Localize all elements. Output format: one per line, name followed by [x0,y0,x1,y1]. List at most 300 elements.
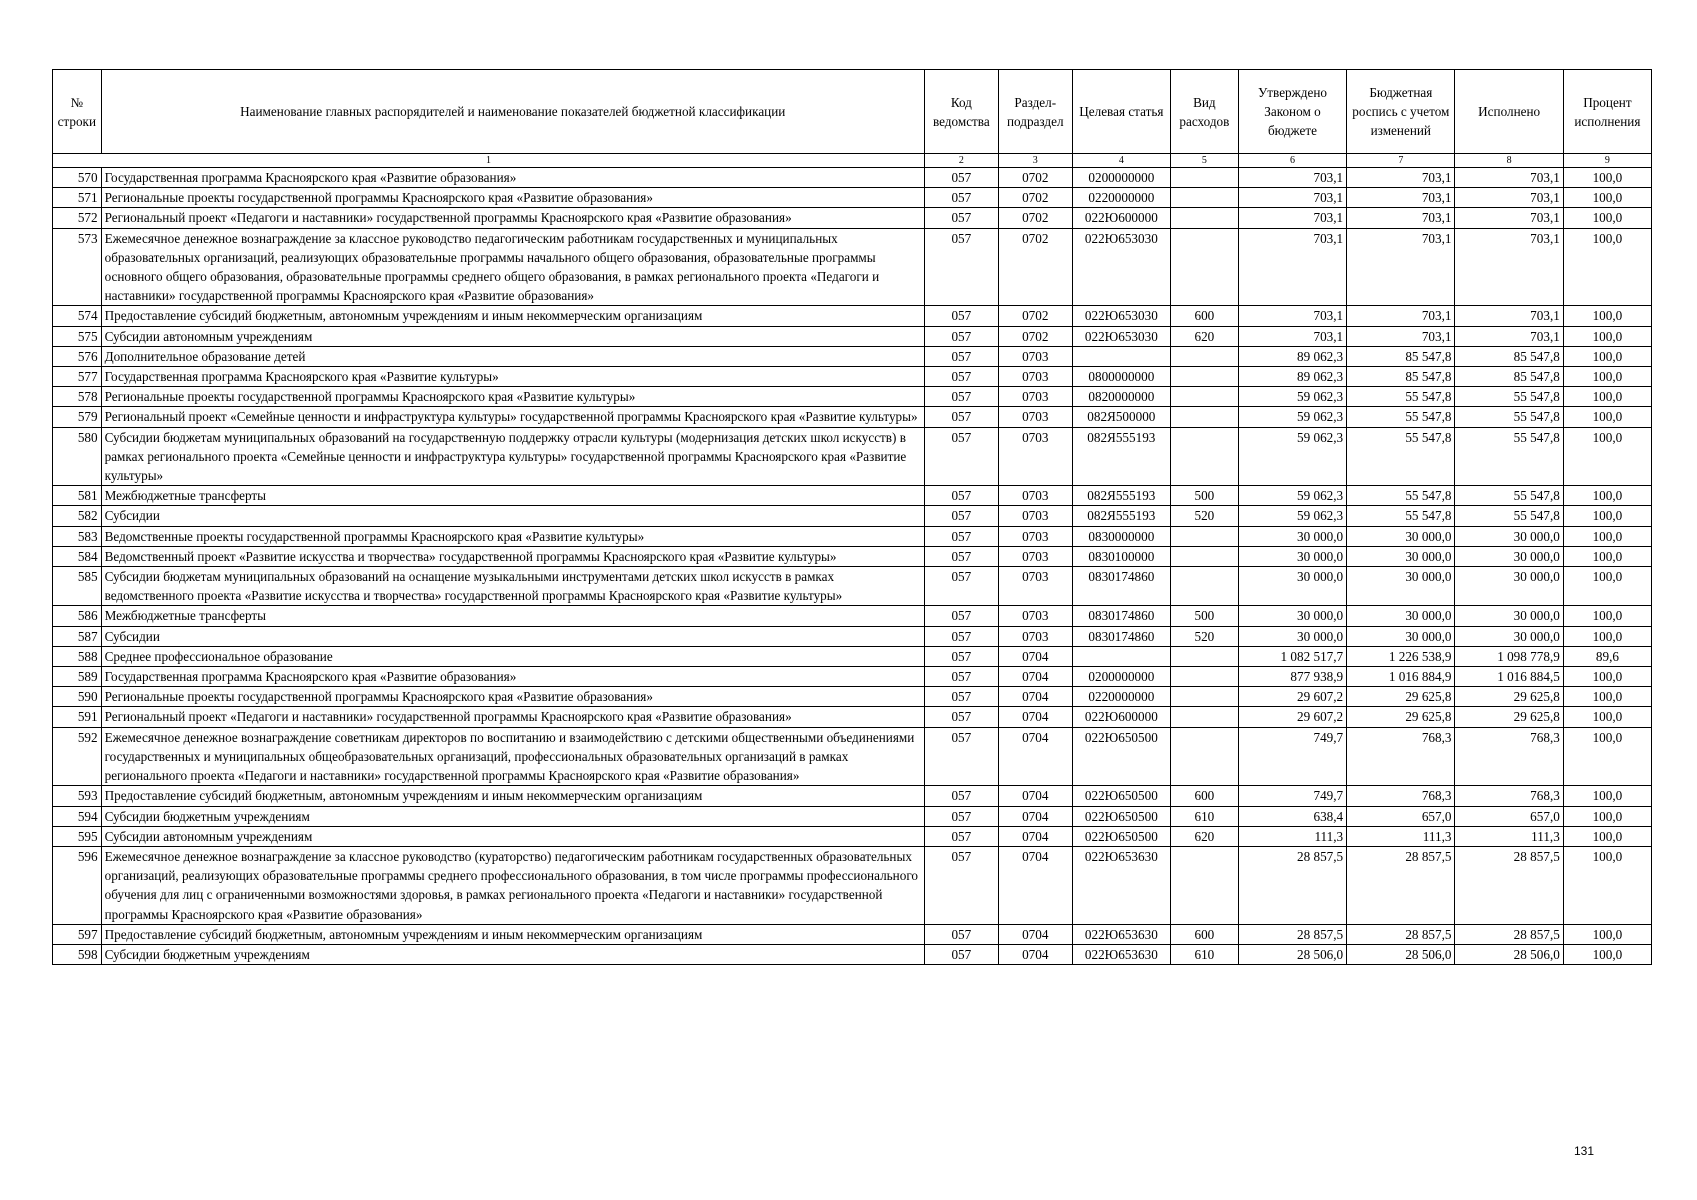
row-executed: 55 547,8 [1455,427,1563,486]
row-dept-code: 057 [924,826,998,846]
row-number: 577 [53,367,102,387]
row-section: 0702 [998,228,1072,306]
row-number: 574 [53,306,102,326]
row-expense-type [1170,346,1238,366]
row-percent: 100,0 [1563,188,1651,208]
row-percent: 100,0 [1563,727,1651,786]
table-row [53,924,1652,944]
row-number: 586 [53,606,102,626]
row-section: 0703 [998,546,1072,566]
table-row [53,786,1652,806]
row-dept-code: 057 [924,367,998,387]
row-approved: 703,1 [1238,208,1346,228]
row-section: 0702 [998,306,1072,326]
row-executed: 703,1 [1455,306,1563,326]
row-approved: 749,7 [1238,786,1346,806]
table-row [53,326,1652,346]
table-row [53,427,1652,486]
row-percent: 100,0 [1563,326,1651,346]
row-section: 0703 [998,367,1072,387]
row-dept-code: 057 [924,326,998,346]
row-expense-type [1170,427,1238,486]
row-section: 0703 [998,526,1072,546]
row-expense-type: 600 [1170,786,1238,806]
row-percent: 100,0 [1563,407,1651,427]
row-approved: 29 607,2 [1238,707,1346,727]
row-executed: 703,1 [1455,168,1563,188]
row-executed: 657,0 [1455,806,1563,826]
row-section: 0703 [998,346,1072,366]
table-row [53,806,1652,826]
row-budget-list: 703,1 [1347,306,1455,326]
row-section: 0704 [998,727,1072,786]
column-number: 7 [1347,154,1455,168]
row-expense-type [1170,387,1238,407]
row-executed: 28 857,5 [1455,846,1563,924]
table-header-row [53,70,1652,154]
row-number: 578 [53,387,102,407]
row-name: Государственная программа Красноярского края «Развитие образования» [101,667,924,687]
row-number: 598 [53,944,102,964]
row-target: 082Я555193 [1072,506,1170,526]
row-approved: 59 062,3 [1238,506,1346,526]
row-target [1072,646,1170,666]
row-percent: 100,0 [1563,707,1651,727]
row-dept-code: 057 [924,944,998,964]
row-number: 596 [53,846,102,924]
row-executed: 85 547,8 [1455,346,1563,366]
header-target: Целевая статья [1072,70,1170,154]
row-dept-code: 057 [924,168,998,188]
row-dept-code: 057 [924,786,998,806]
row-target: 082Я500000 [1072,407,1170,427]
row-executed: 55 547,8 [1455,506,1563,526]
row-approved: 30 000,0 [1238,626,1346,646]
row-target: 022Ю653030 [1072,228,1170,306]
row-percent: 100,0 [1563,687,1651,707]
column-number: 1 [53,154,925,168]
row-expense-type [1170,188,1238,208]
table-row [53,188,1652,208]
row-budget-list: 28 857,5 [1347,846,1455,924]
row-executed: 28 506,0 [1455,944,1563,964]
row-dept-code: 057 [924,486,998,506]
row-name: Субсидии [101,506,924,526]
row-target: 022Ю600000 [1072,208,1170,228]
row-expense-type: 520 [1170,626,1238,646]
row-budget-list: 55 547,8 [1347,506,1455,526]
table-row [53,486,1652,506]
row-section: 0704 [998,944,1072,964]
row-target: 022Ю600000 [1072,707,1170,727]
row-name: Дополнительное образование детей [101,346,924,366]
table-row [53,707,1652,727]
row-expense-type: 520 [1170,506,1238,526]
row-dept-code: 057 [924,526,998,546]
row-budget-list: 703,1 [1347,326,1455,346]
row-budget-list: 30 000,0 [1347,546,1455,566]
row-executed: 111,3 [1455,826,1563,846]
row-dept-code: 057 [924,646,998,666]
row-approved: 89 062,3 [1238,367,1346,387]
row-target: 0830174860 [1072,626,1170,646]
row-expense-type [1170,208,1238,228]
row-expense-type [1170,646,1238,666]
row-name: Ежемесячное денежное вознаграждение за классное руководство (кураторство) педагогическим работникам государственных образовательных организаций, реализующих образовательные программы среднего профессионального образования, в том числе программы профессионального обучения для лиц с ограниченными возможностями здоровья, в рамках регионального проекта «Педагоги и наставники» государственной программы Красноярского края «Развитие образования» [101,846,924,924]
table-row [53,846,1652,924]
table-row [53,228,1652,306]
row-number: 585 [53,567,102,606]
row-section: 0702 [998,168,1072,188]
row-approved: 703,1 [1238,326,1346,346]
row-percent: 100,0 [1563,208,1651,228]
row-target: 0820000000 [1072,387,1170,407]
row-budget-list: 703,1 [1347,188,1455,208]
row-number: 581 [53,486,102,506]
header-percent: Процент исполнения [1563,70,1651,154]
row-target: 022Ю650500 [1072,826,1170,846]
row-number: 597 [53,924,102,944]
row-section: 0703 [998,407,1072,427]
row-budget-list: 28 506,0 [1347,944,1455,964]
header-dept-code: Код ведомства [924,70,998,154]
row-approved: 703,1 [1238,306,1346,326]
row-number: 582 [53,506,102,526]
row-budget-list: 703,1 [1347,228,1455,306]
row-dept-code: 057 [924,707,998,727]
row-executed: 703,1 [1455,228,1563,306]
row-budget-list: 703,1 [1347,168,1455,188]
row-budget-list: 703,1 [1347,208,1455,228]
row-percent: 100,0 [1563,546,1651,566]
row-expense-type [1170,567,1238,606]
row-section: 0704 [998,646,1072,666]
row-percent: 100,0 [1563,367,1651,387]
row-number: 584 [53,546,102,566]
table-body [53,168,1652,965]
row-section: 0703 [998,567,1072,606]
row-section: 0703 [998,626,1072,646]
column-number: 9 [1563,154,1651,168]
row-executed: 703,1 [1455,326,1563,346]
row-percent: 100,0 [1563,944,1651,964]
row-number: 573 [53,228,102,306]
row-budget-list: 55 547,8 [1347,486,1455,506]
row-expense-type [1170,687,1238,707]
row-percent: 100,0 [1563,168,1651,188]
row-executed: 768,3 [1455,786,1563,806]
table-row [53,606,1652,626]
column-number: 4 [1072,154,1170,168]
row-number: 593 [53,786,102,806]
row-approved: 89 062,3 [1238,346,1346,366]
row-target: 0830174860 [1072,567,1170,606]
row-executed: 29 625,8 [1455,687,1563,707]
row-name: Субсидии автономным учреждениям [101,326,924,346]
row-dept-code: 057 [924,667,998,687]
row-name: Предоставление субсидий бюджетным, автономным учреждениям и иным некоммерческим организациям [101,786,924,806]
row-number: 576 [53,346,102,366]
row-number: 594 [53,806,102,826]
row-number: 570 [53,168,102,188]
row-expense-type [1170,407,1238,427]
row-name: Предоставление субсидий бюджетным, автономным учреждениям и иным некоммерческим организациям [101,306,924,326]
row-target: 022Ю653030 [1072,306,1170,326]
column-number: 8 [1455,154,1563,168]
row-executed: 29 625,8 [1455,707,1563,727]
row-expense-type: 600 [1170,306,1238,326]
header-expense-type: Вид расходов [1170,70,1238,154]
row-executed: 768,3 [1455,727,1563,786]
row-section: 0704 [998,707,1072,727]
row-percent: 100,0 [1563,846,1651,924]
row-percent: 100,0 [1563,806,1651,826]
row-expense-type: 610 [1170,944,1238,964]
row-target [1072,346,1170,366]
table-row [53,208,1652,228]
column-number: 5 [1170,154,1238,168]
budget-table-container [52,69,1652,965]
row-target: 0220000000 [1072,687,1170,707]
row-executed: 1 098 778,9 [1455,646,1563,666]
row-budget-list: 85 547,8 [1347,346,1455,366]
row-target: 022Ю653030 [1072,326,1170,346]
row-target: 0830100000 [1072,546,1170,566]
row-expense-type: 500 [1170,606,1238,626]
row-expense-type: 610 [1170,806,1238,826]
row-name: Региональные проекты государственной программы Красноярского края «Развитие образования» [101,687,924,707]
row-budget-list: 1 226 538,9 [1347,646,1455,666]
row-section: 0702 [998,208,1072,228]
row-number: 588 [53,646,102,666]
row-name: Ведомственные проекты государственной программы Красноярского края «Развитие культуры» [101,526,924,546]
row-dept-code: 057 [924,806,998,826]
row-budget-list: 1 016 884,9 [1347,667,1455,687]
row-name: Региональные проекты государственной программы Красноярского края «Развитие культуры» [101,387,924,407]
row-name: Государственная программа Красноярского края «Развитие образования» [101,168,924,188]
row-approved: 30 000,0 [1238,606,1346,626]
row-budget-list: 28 857,5 [1347,924,1455,944]
row-percent: 100,0 [1563,346,1651,366]
row-executed: 30 000,0 [1455,567,1563,606]
row-number: 595 [53,826,102,846]
row-number: 591 [53,707,102,727]
row-name: Региональные проекты государственной программы Красноярского края «Развитие образования» [101,188,924,208]
row-dept-code: 057 [924,228,998,306]
row-approved: 28 857,5 [1238,846,1346,924]
row-executed: 30 000,0 [1455,606,1563,626]
row-expense-type [1170,667,1238,687]
row-approved: 877 938,9 [1238,667,1346,687]
row-number: 572 [53,208,102,228]
row-approved: 1 082 517,7 [1238,646,1346,666]
row-target: 022Ю653630 [1072,924,1170,944]
row-name: Субсидии бюджетам муниципальных образований на государственную поддержку отрасли культуры (модернизация детских школ искусств) в рамках регионального проекта «Семейные ценности и инфраструктура культуры» государственной программы Красноярского края «Развитие культуры» [101,427,924,486]
row-percent: 100,0 [1563,387,1651,407]
row-target: 0830174860 [1072,606,1170,626]
row-percent: 89,6 [1563,646,1651,666]
row-percent: 100,0 [1563,486,1651,506]
row-expense-type: 600 [1170,924,1238,944]
row-dept-code: 057 [924,407,998,427]
row-name: Региональный проект «Педагоги и наставники» государственной программы Красноярского края «Развитие образования» [101,208,924,228]
table-row [53,567,1652,606]
row-budget-list: 29 625,8 [1347,707,1455,727]
table-row [53,387,1652,407]
row-target: 0200000000 [1072,667,1170,687]
row-name: Ежемесячное денежное вознаграждение советникам директоров по воспитанию и взаимодействию с детскими общественными объединениями государственных и муниципальных общеобразовательных организаций, профессиональных образовательных организаций в рамках регионального проекта «Педагоги и наставники» государственной программы Красноярского края «Развитие образования» [101,727,924,786]
row-name: Региональный проект «Педагоги и наставники» государственной программы Красноярского края «Развитие образования» [101,707,924,727]
row-number: 590 [53,687,102,707]
row-percent: 100,0 [1563,228,1651,306]
budget-table [52,69,1652,965]
row-section: 0702 [998,326,1072,346]
row-approved: 59 062,3 [1238,407,1346,427]
row-dept-code: 057 [924,387,998,407]
row-section: 0702 [998,188,1072,208]
row-approved: 703,1 [1238,228,1346,306]
row-dept-code: 057 [924,687,998,707]
column-number: 2 [924,154,998,168]
row-name: Предоставление субсидий бюджетным, автономным учреждениям и иным некоммерческим организациям [101,924,924,944]
row-expense-type [1170,526,1238,546]
row-target: 022Ю653630 [1072,944,1170,964]
row-expense-type: 620 [1170,326,1238,346]
page-number: 131 [1574,1144,1595,1158]
row-expense-type [1170,727,1238,786]
row-expense-type [1170,168,1238,188]
row-target: 022Ю650500 [1072,806,1170,826]
row-section: 0704 [998,924,1072,944]
header-budget-list: Бюджетная роспись с учетом изменений [1347,70,1455,154]
row-percent: 100,0 [1563,924,1651,944]
row-name: Государственная программа Красноярского края «Развитие культуры» [101,367,924,387]
header-row-no: № строки [53,70,102,154]
row-budget-list: 657,0 [1347,806,1455,826]
row-name: Субсидии бюджетным учреждениям [101,806,924,826]
row-section: 0703 [998,506,1072,526]
row-budget-list: 30 000,0 [1347,606,1455,626]
row-dept-code: 057 [924,606,998,626]
table-row [53,667,1652,687]
table-row [53,687,1652,707]
row-target: 082Я555193 [1072,427,1170,486]
row-expense-type: 500 [1170,486,1238,506]
row-number: 580 [53,427,102,486]
row-target: 0200000000 [1072,168,1170,188]
table-row [53,526,1652,546]
row-number: 575 [53,326,102,346]
row-section: 0704 [998,806,1072,826]
table-row [53,346,1652,366]
row-section: 0703 [998,606,1072,626]
row-target: 0830000000 [1072,526,1170,546]
row-number: 583 [53,526,102,546]
row-percent: 100,0 [1563,306,1651,326]
table-row [53,367,1652,387]
row-budget-list: 30 000,0 [1347,526,1455,546]
row-section: 0704 [998,687,1072,707]
row-name: Ежемесячное денежное вознаграждение за классное руководство педагогическим работникам государственных и муниципальных образовательных организаций, реализующих образовательные программы начального общего образования, образовательные программы основного общего образования, образовательные программы среднего общего образования, в рамках регионального проекта «Педагоги и наставники» государственной программы Красноярского края «Развитие образования» [101,228,924,306]
row-budget-list: 30 000,0 [1347,626,1455,646]
column-number-row [53,154,1652,168]
column-number: 6 [1238,154,1346,168]
row-percent: 100,0 [1563,427,1651,486]
row-budget-list: 30 000,0 [1347,567,1455,606]
row-approved: 28 857,5 [1238,924,1346,944]
row-executed: 1 016 884,5 [1455,667,1563,687]
row-percent: 100,0 [1563,826,1651,846]
row-percent: 100,0 [1563,606,1651,626]
row-approved: 638,4 [1238,806,1346,826]
row-executed: 85 547,8 [1455,367,1563,387]
table-row [53,727,1652,786]
row-approved: 59 062,3 [1238,387,1346,407]
row-executed: 703,1 [1455,208,1563,228]
row-approved: 59 062,3 [1238,427,1346,486]
row-executed: 30 000,0 [1455,526,1563,546]
row-section: 0703 [998,486,1072,506]
row-dept-code: 057 [924,727,998,786]
row-budget-list: 29 625,8 [1347,687,1455,707]
row-executed: 28 857,5 [1455,924,1563,944]
row-percent: 100,0 [1563,626,1651,646]
row-target: 022Ю650500 [1072,727,1170,786]
row-approved: 30 000,0 [1238,567,1346,606]
row-expense-type: 620 [1170,826,1238,846]
row-budget-list: 85 547,8 [1347,367,1455,387]
row-expense-type [1170,846,1238,924]
header-executed: Исполнено [1455,70,1563,154]
table-row [53,626,1652,646]
row-dept-code: 057 [924,924,998,944]
table-row [53,546,1652,566]
row-budget-list: 768,3 [1347,786,1455,806]
row-section: 0704 [998,667,1072,687]
table-row [53,407,1652,427]
row-number: 579 [53,407,102,427]
row-approved: 59 062,3 [1238,486,1346,506]
table-row [53,826,1652,846]
row-percent: 100,0 [1563,667,1651,687]
row-number: 587 [53,626,102,646]
row-budget-list: 768,3 [1347,727,1455,786]
row-executed: 55 547,8 [1455,387,1563,407]
row-number: 592 [53,727,102,786]
table-row [53,168,1652,188]
row-executed: 30 000,0 [1455,546,1563,566]
row-number: 571 [53,188,102,208]
table-row [53,944,1652,964]
row-name: Межбюджетные трансферты [101,606,924,626]
row-section: 0704 [998,786,1072,806]
row-section: 0704 [998,826,1072,846]
header-approved: Утверждено Законом о бюджете [1238,70,1346,154]
row-name: Субсидии [101,626,924,646]
row-approved: 749,7 [1238,727,1346,786]
header-name: Наименование главных распорядителей и наименование показателей бюджетной классификации [101,70,924,154]
row-dept-code: 057 [924,188,998,208]
row-dept-code: 057 [924,546,998,566]
row-section: 0703 [998,427,1072,486]
row-target: 022Ю650500 [1072,786,1170,806]
table-row [53,506,1652,526]
row-expense-type [1170,707,1238,727]
row-budget-list: 111,3 [1347,826,1455,846]
row-name: Субсидии автономным учреждениям [101,826,924,846]
row-name: Субсидии бюджетным учреждениям [101,944,924,964]
row-section: 0704 [998,846,1072,924]
